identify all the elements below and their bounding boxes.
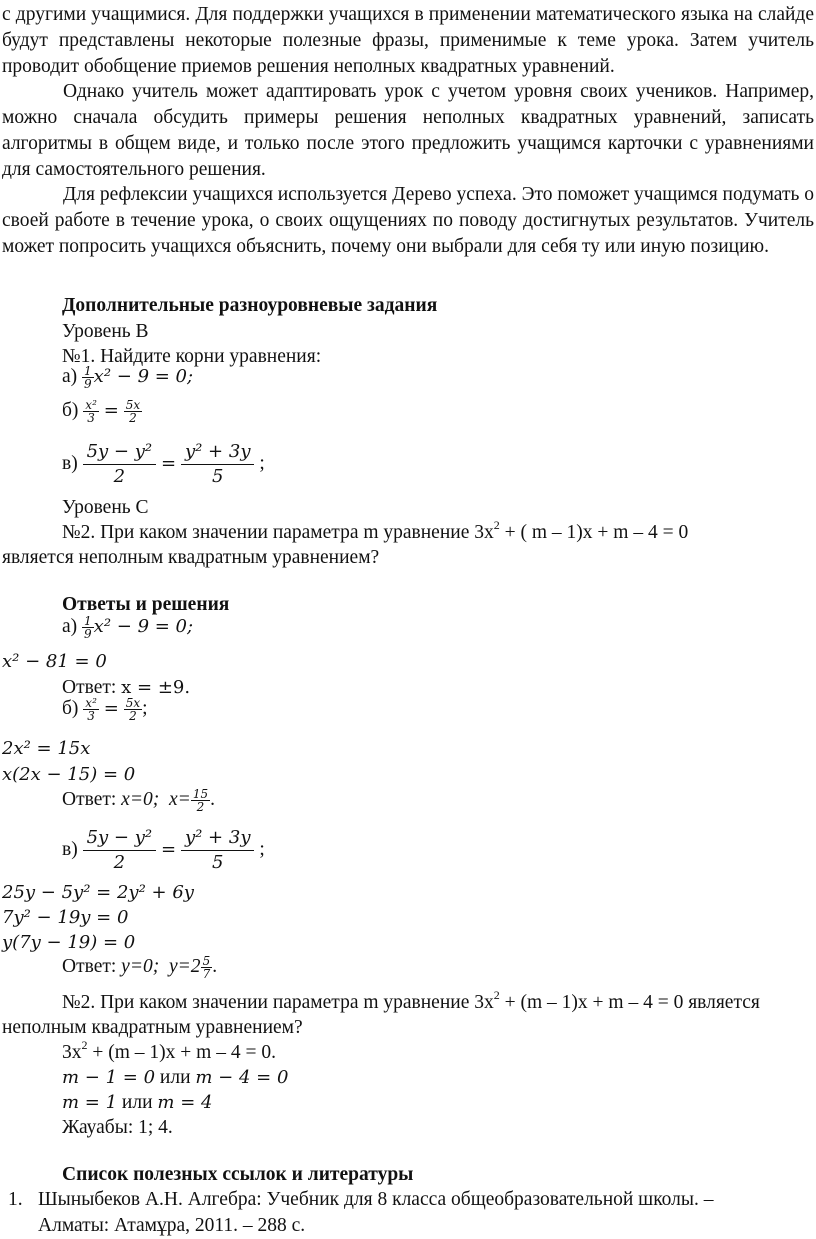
answer-b-result: Ответ: x=0; x= $\frac{15}{2}$ . — [62, 787, 215, 815]
answer-v-step3: y(7y − 19) = 0 — [2, 932, 136, 953]
paragraph-1: с другими учащимися. Для поддержки учащихся в применении математического языка на слайде будут представлены некоторые полезные фразы, применимые к теме урока. Затем учитель проводит обобщение приемов решения неполных квадратных уравнений. — [2, 4, 814, 77]
fraction-5x-over-2: $\frac{5x}{2}$ — [125, 398, 141, 426]
fraction-y2-over-5: $\frac{\text{y² + 3y}}{5}$ — [181, 440, 255, 489]
references-heading: Список полезных ссылок и литературы — [62, 1164, 414, 1185]
answer-task2-eq: $3x^2 + (m - 1)x + m - 4 = 0$. — [62, 1037, 276, 1063]
answer-task2-step1: m − 1 = 0 или m − 4 = 0 — [62, 1067, 289, 1088]
answers-heading: Ответы и решения — [62, 594, 230, 615]
answer-v-equation: в) $\frac{\text{5y − y²}}{2}$ = $\frac{\text{y² + 3y}}{5}$ ; — [62, 827, 265, 873]
fraction-5y-over-2: $\frac{\text{5y − y²}}{2}$ — [83, 440, 157, 489]
item-v-label: в) — [62, 452, 78, 474]
item-a-label: а) — [62, 366, 78, 387]
reference-number: 1. — [8, 1189, 23, 1210]
paragraph-3: Для рефлексии учащихся используется Дерево успеха. Это поможет учащимся подумать о своей работе в течение урока, о своих ощущениях по поводу достигнутых результатов. Учитель может попросить учащихся объяснить, почему они выбрали для себя ту или иную позицию. — [2, 184, 814, 257]
task2-line1: №2. При каком значении параметра m уравнение $3x^2$ + ( m – 1)x + m – 4 = 0 — [62, 517, 689, 543]
answer-b-step1: 2x² = 15x — [2, 738, 91, 759]
answer-task2-line2: неполным квадратным уравнением? — [2, 1017, 303, 1038]
answer-a-result: Ответ: x = ±9. — [62, 677, 191, 698]
item-b-label: б) — [62, 400, 79, 421]
reference-item-1: Шыныбеков А.Н. Алгебра: Учебник для 8 класса общеобразовательной школы. – Алматы: Атамұра, 2011. – 288 с. — [38, 1189, 714, 1236]
level-b-label: Уровень В — [62, 321, 149, 342]
answer-b-equation: б) $\frac{\text{x²}}{3}$ = $\frac{5x}{2}$ ; — [62, 696, 148, 724]
level-c-label: Уровень С — [62, 497, 149, 518]
answer-final: Жауабы: 1; 4. — [62, 1117, 173, 1138]
answer-task2-step2: m = 1 или m = 4 — [62, 1092, 213, 1113]
task1-text: №1. Найдите корни уравнения: — [62, 346, 322, 367]
answer-a-step: x² − 81 = 0 — [2, 651, 107, 672]
equals-sign: = — [103, 400, 119, 421]
task1-a — [62, 364, 193, 390]
task2-line2: является неполным квадратным уравнением? — [2, 547, 380, 568]
task1-b — [62, 398, 142, 424]
answer-v-step2: 7y² − 19y = 0 — [2, 907, 129, 928]
fraction-one-ninth: $\frac{1}{9}$ — [84, 364, 92, 392]
answer-b-step2: x(2x − 15) = 0 — [2, 764, 136, 785]
fraction-x2-over-3: $\frac{\text{x²}}{3}$ — [85, 398, 97, 426]
paragraph-2: Однако учитель может адаптировать урок с учетом уровня своих учеников. Например, можно сначала обсудить примеры решения неполных квадратных уравнений, записать алгоритмы в общем виде, и только после этого предложить учащимся карточки с уравнениями для самостоятельного решения. — [2, 81, 814, 180]
answer-v-step1: 25y − 5y² = 2y² + 6y — [2, 882, 194, 903]
task1-v: в) $\frac{\text{5y − y²}}{2}$ = $\frac{\text{y² + 3y}}{5}$ ; — [62, 441, 265, 487]
answer-task2-line1: №2. При каком значении параметра m уравнение $3x^2 + (m - 1)x + m - 4 = 0$ является — [62, 987, 760, 1013]
tasks-heading: Дополнительные разноуровневые задания — [62, 295, 438, 316]
answer-a-equation: а) $\frac{1}{9}$ x² − 9 = 0; — [62, 614, 194, 642]
answer-v-result: Ответ: y=0; y=2 $\frac{5}{7}$ . — [62, 954, 218, 982]
equation-a: x² − 9 = 0; — [93, 366, 194, 387]
